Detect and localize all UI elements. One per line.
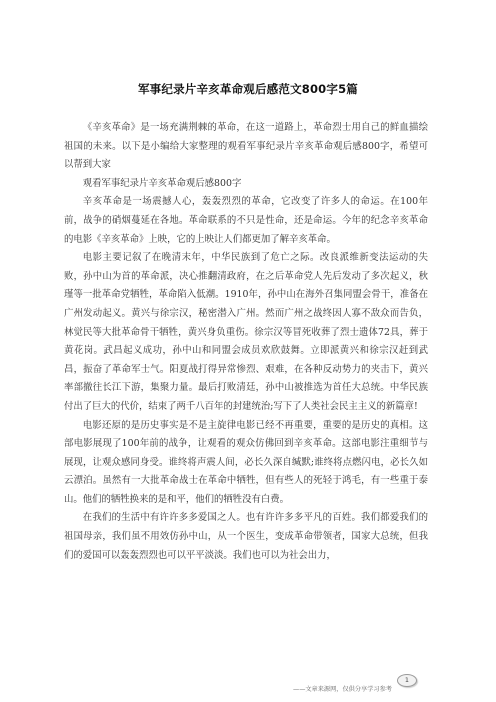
paragraph-intro: 《辛亥革命》是一场充满荆棘的革命，在这一道路上，革命烈士用自己的鲜血描绘祖国的未来。以下是小编给大家整理的观看军事纪录片辛亥革命观后感800字，希望可以帮到大家: [64, 122, 428, 171]
paragraph-2: 电影主要记叙了在晚清末年，中华民族到了危亡之际。改良派维新变法运动的失败，孙中山为首的革命派，决心推翻清政府，在之后革命党人先后发动了多次起义，秋瑾等一批革命党牺牲，革命陷入低潮。1910年，孙中山在海外召集同盟会骨干，准备在广州发动起义。黄兴与徐宗汉，秘密潜入广州。然而广州之战终因人寡不敌众而告负，林觉民等大批革命骨干牺牲，黄兴身负重伤。徐宗汉等冒死收葬了烈士遗体72具，葬于黄花岗。武昌起义成功，孙中山和同盟会成员欢欣鼓舞。立即派黄兴和徐宗汉赶到武昌，振奋了革命军士气。阳夏战打得异常惨烈、艰难，在各种反动势力的夹击下，黄兴率部撤往长江下游，集聚力量。最后打败清廷，孙中山被推选为首任大总统。中华民族付出了巨大的代价，结束了两千八百年的封建统治;写下了人类社会民主主义的新篇章!: [64, 252, 428, 412]
document-body: [64, 119, 428, 565]
paragraph-1: 辛亥革命是一场震撼人心，轰轰烈烈的革命，它改变了许多人的命运。在100年前，战争的硝烟蔓延在各地。革命联系的不只是性命，还是命运。今年的纪念辛亥革命的电影《辛亥革命》上映，它的上映让人们都更加了解辛亥革命。: [64, 196, 428, 245]
paragraph-4: 在我们的生活中有许许多多爱国之人。也有许许多多平凡的百姓。我们都爱我们的祖国母亲，我们虽不用效仿孙中山，从一个医生，变成革命带领者，国家大总统，但我们的爱国可以轰轰烈烈也可以平平淡淡。我们也可以为社会出力，: [64, 512, 428, 561]
document-title: 军事纪录片辛亥革命观后感范文800字5篇: [137, 82, 358, 96]
paragraph-3: 电影还原的是历史事实是不是主旋律电影已经不再重要，重要的是历史的真相。这部电影展现了100年前的战争，让观看的观众仿佛回到辛亥革命。这部电影注重细节与展现，让观众感同身受。谁终将声震人间，必长久深自缄默;谁终将点燃闪电，必长久如云漂泊。虽然有一大批革命战士在革命中牺牲，但有些人的死轻于鸿毛，有一些重于泰山。他们的牺牲换来的是和平，他们的牺牲没有白费。: [64, 419, 428, 505]
page-number-badge: 1: [397, 674, 417, 687]
footer-source-text: ——文章来源网，仅供分享学习参考: [293, 686, 392, 693]
page-footer: [0, 674, 496, 694]
paragraph-subheading: 观看军事纪录片辛亥革命观后感800字: [82, 177, 242, 189]
